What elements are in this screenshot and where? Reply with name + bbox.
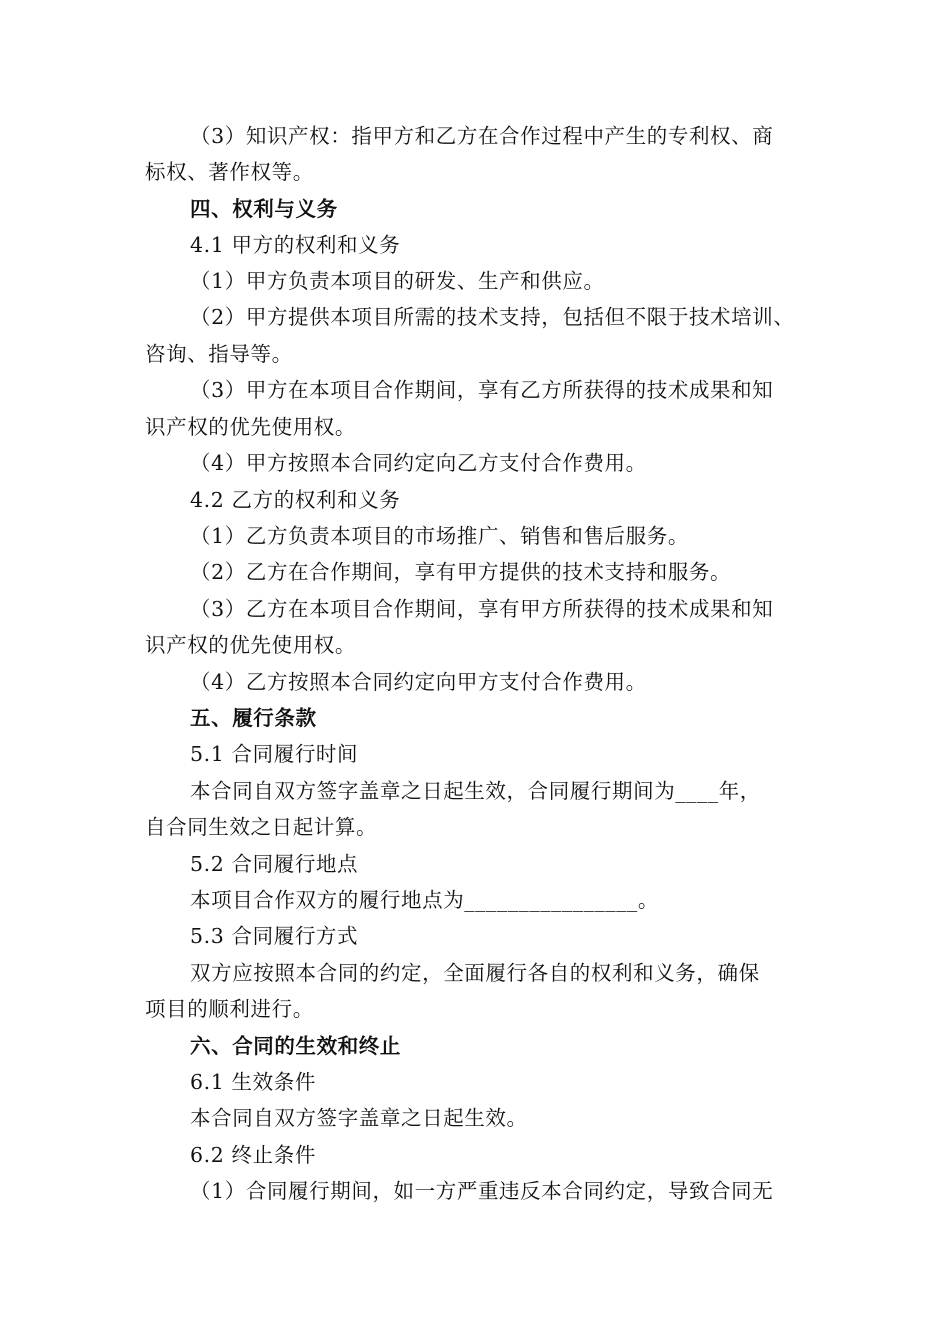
paragraph-line: （3）甲方在本项目合作期间，享有乙方所获得的技术成果和知 [190, 378, 774, 402]
paragraph-line: 咨询、指导等。 [145, 342, 293, 366]
subsection-heading: 5.2 合同履行地点 [190, 852, 359, 876]
paragraph-line: 识产权的优先使用权。 [145, 415, 356, 439]
paragraph-line: （3）知识产权：指甲方和乙方在合作过程中产生的专利权、商 [190, 124, 774, 148]
subsection-heading: 5.3 合同履行方式 [190, 924, 359, 948]
subsection-heading: 5.1 合同履行时间 [190, 742, 359, 766]
paragraph-line: 标权、著作权等。 [145, 160, 314, 184]
paragraph-line: （3）乙方在本项目合作期间，享有甲方所获得的技术成果和知 [190, 597, 774, 621]
paragraph-line: 本合同自双方签字盖章之日起生效，合同履行期间为____年， [190, 779, 761, 803]
paragraph-line: 双方应按照本合同的约定，全面履行各自的权利和义务，确保 [190, 961, 760, 985]
paragraph-line: 识产权的优先使用权。 [145, 633, 356, 657]
subsection-heading: 6.1 生效条件 [190, 1070, 316, 1094]
subsection-heading: 6.2 终止条件 [190, 1143, 316, 1167]
paragraph-line: （1）乙方负责本项目的市场推广、销售和售后服务。 [190, 524, 689, 548]
paragraph-line: 自合同生效之日起计算。 [145, 815, 378, 839]
paragraph-line: （4）甲方按照本合同约定向乙方支付合作费用。 [190, 451, 647, 475]
section-heading-effect-termination: 六、合同的生效和终止 [190, 1034, 401, 1058]
paragraph-line: 本合同自双方签字盖章之日起生效。 [190, 1106, 528, 1130]
subsection-heading: 4.2 乙方的权利和义务 [190, 488, 401, 512]
paragraph-line: （2）乙方在合作期间，享有甲方提供的技术支持和服务。 [190, 560, 732, 584]
paragraph-line: （2）甲方提供本项目所需的技术支持，包括但不限于技术培训、 [190, 305, 795, 329]
paragraph-line: （4）乙方按照本合同约定向甲方支付合作费用。 [190, 670, 647, 694]
paragraph-line: （1）合同履行期间，如一方严重违反本合同约定，导致合同无 [190, 1179, 774, 1203]
paragraph-line: 项目的顺利进行。 [145, 997, 314, 1021]
paragraph-line: 本项目合作双方的履行地点为________________。 [190, 888, 659, 912]
paragraph-line: （1）甲方负责本项目的研发、生产和供应。 [190, 269, 605, 293]
section-heading-performance: 五、履行条款 [190, 706, 317, 730]
subsection-heading: 4.1 甲方的权利和义务 [190, 233, 401, 257]
section-heading-rights-obligations: 四、权利与义务 [190, 197, 338, 221]
